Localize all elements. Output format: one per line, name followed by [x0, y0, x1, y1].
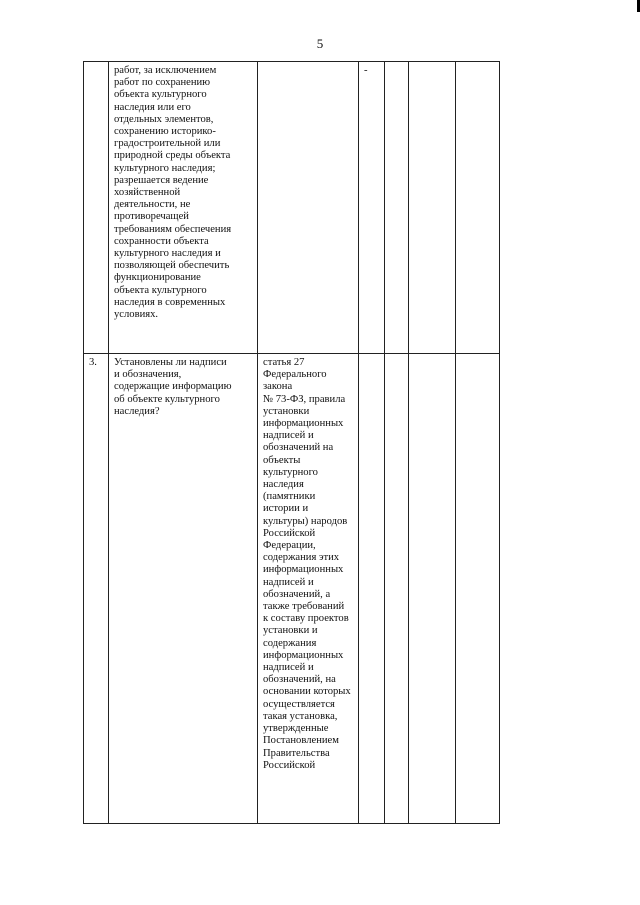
- question-cell: работ, за исключением работ по сохранению объекта культурного наследия или его отдельных элементов, сохранению историко- градостроительной или природной среды объекта культурного наследия; разрешается ведение хозяйственной деятельности, не противоречащей требованиям обеспечения сохранности объекта культурного наследия и позволяющей обеспечить функционирование объекта культурного наследия в современных условиях.: [109, 62, 258, 354]
- row-number: 3.: [84, 354, 109, 824]
- checklist-table: [83, 61, 598, 824]
- row-number: [84, 62, 109, 354]
- requirements-cell: [258, 62, 359, 354]
- note-cell: [456, 354, 500, 824]
- requirements-cell: статья 27 Федерального закона № 73-ФЗ, правила установки информационных надписей и обозначений на объекты культурного наследия (памятники истории и культуры) народов Российской Федерации, содержания этих информационных надписей и обозначений, а также требований к составу проектов установки и содержания информационных надписей и обозначений, на основании которых осуществляется такая установка, утвержденные Постановлением Правительства Российской: [258, 354, 359, 824]
- answer-no-cell: [385, 354, 409, 824]
- answer-no-cell: [385, 62, 409, 354]
- page-number: 5: [316, 36, 324, 51]
- answer-yes-cell: [359, 354, 385, 824]
- note-cell: [456, 62, 500, 354]
- answer-yes-cell: -: [359, 62, 385, 354]
- question-cell: Установлены ли надписи и обозначения, содержащие информацию об объекте культурного наследия?: [109, 354, 258, 824]
- answer-na-cell: [409, 354, 456, 824]
- table-row: [84, 62, 598, 354]
- table-row: [84, 354, 598, 824]
- answer-na-cell: [409, 62, 456, 354]
